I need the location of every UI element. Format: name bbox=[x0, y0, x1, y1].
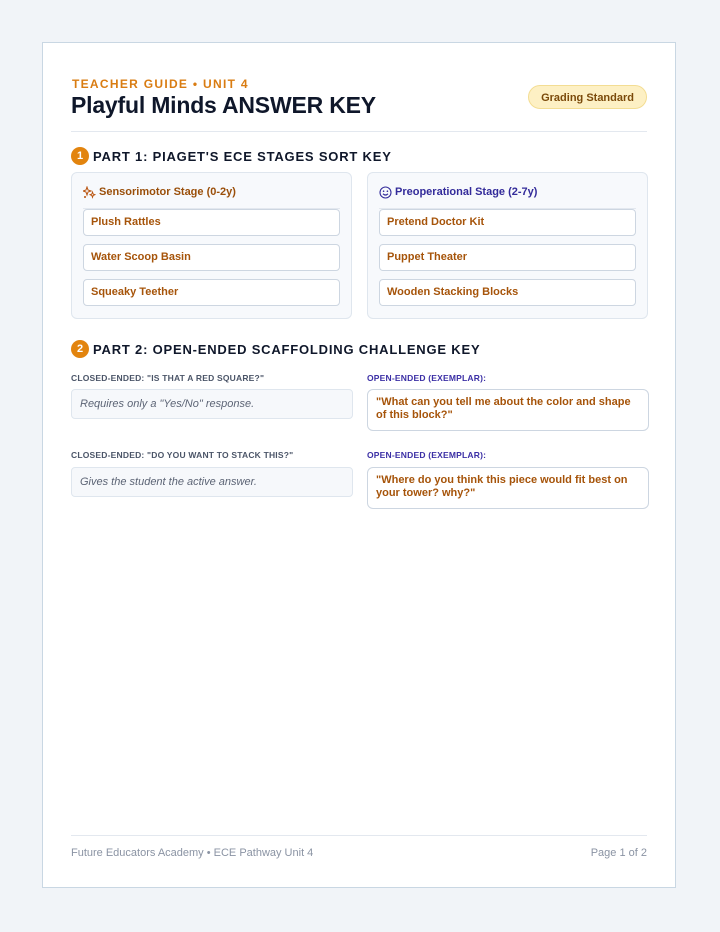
smiley-icon bbox=[379, 186, 392, 199]
preoperational-stage-card bbox=[367, 172, 648, 319]
sensorimotor-stage-card bbox=[71, 172, 352, 319]
part2-heading-text: PART 2: OPEN-ENDED SCAFFOLDING CHALLENGE KEY bbox=[93, 341, 481, 357]
closed-question-note: Gives the student the active answer. bbox=[71, 467, 353, 497]
sensorimotor-stage-title: Sensorimotor Stage (0-2y) bbox=[99, 186, 236, 198]
part2-number-badge: 2 bbox=[71, 340, 89, 358]
preoperational-items bbox=[379, 209, 636, 314]
sensorimotor-items bbox=[83, 209, 340, 314]
part2-heading bbox=[71, 340, 480, 358]
sort-item: Plush Rattles bbox=[83, 209, 340, 236]
grading-standard-badge: Grading Standard bbox=[528, 85, 647, 109]
sensorimotor-stage-header bbox=[83, 182, 340, 209]
open-exemplar-label: OPEN-ENDED (EXEMPLAR): bbox=[367, 373, 487, 383]
page-title: Playful Minds ANSWER KEY bbox=[71, 92, 376, 118]
sort-item: Squeaky Teether bbox=[83, 279, 340, 306]
answer-key-page bbox=[42, 42, 676, 888]
open-exemplar-answer: "Where do you think this piece would fit best on your tower? why?" bbox=[367, 467, 649, 509]
preoperational-stage-title: Preoperational Stage (2-7y) bbox=[395, 186, 538, 198]
footer-academy: Future Educators Academy • ECE Pathway Unit 4 bbox=[71, 847, 314, 859]
footer-divider bbox=[71, 835, 647, 836]
sort-item: Wooden Stacking Blocks bbox=[379, 279, 636, 306]
page-number: Page 1 of 2 bbox=[590, 847, 647, 859]
part1-heading-text: PART 1: PIAGET'S ECE STAGES SORT KEY bbox=[93, 148, 392, 164]
preoperational-stage-header bbox=[379, 182, 636, 209]
header-divider bbox=[71, 131, 647, 132]
sort-item: Water Scoop Basin bbox=[83, 244, 340, 271]
closed-question-label: CLOSED-ENDED: "DO YOU WANT TO STACK THIS?" bbox=[71, 450, 294, 460]
eyebrow-label: TEACHER GUIDE • UNIT 4 bbox=[72, 77, 249, 91]
part1-number-badge: 1 bbox=[71, 147, 89, 165]
sort-item: Puppet Theater bbox=[379, 244, 636, 271]
open-exemplar-answer: "What can you tell me about the color and shape of this block?" bbox=[367, 389, 649, 431]
part1-heading bbox=[71, 147, 392, 165]
closed-question-label: CLOSED-ENDED: "IS THAT A RED SQUARE?" bbox=[71, 373, 265, 383]
sparkle-icon bbox=[83, 186, 96, 199]
closed-question-note: Requires only a "Yes/No" response. bbox=[71, 389, 353, 419]
open-exemplar-label: OPEN-ENDED (EXEMPLAR): bbox=[367, 450, 487, 460]
sort-item: Pretend Doctor Kit bbox=[379, 209, 636, 236]
